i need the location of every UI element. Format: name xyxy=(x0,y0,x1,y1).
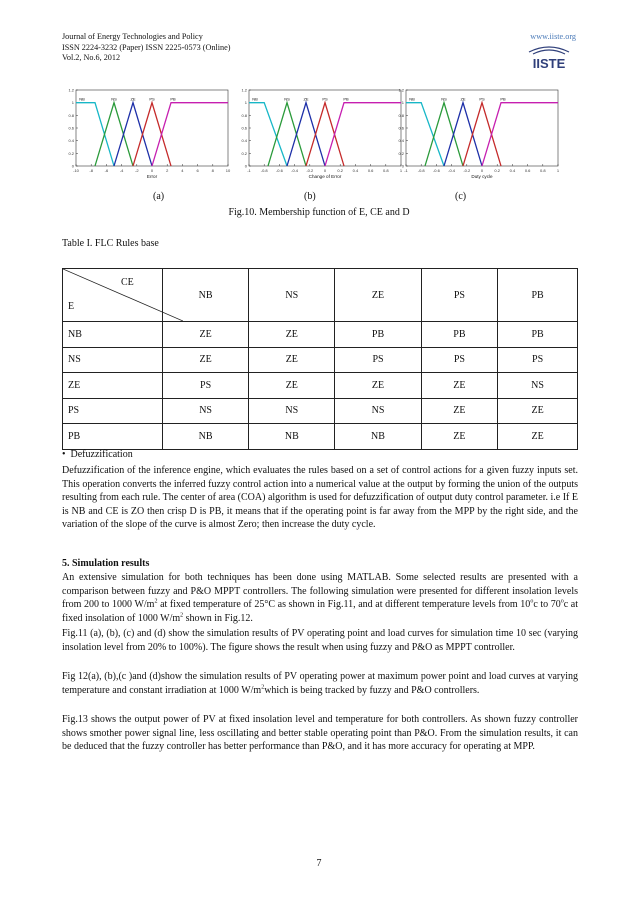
table-row xyxy=(63,373,578,399)
x-tick-label: -0.8 xyxy=(417,168,425,173)
bullet-text: Defuzzification xyxy=(70,449,133,460)
series-line-ns xyxy=(95,103,133,166)
y-tick-label: 0 xyxy=(244,163,247,169)
text-run: Fig 12(a), (b),(c )and (d)show the simulation results of PV operating power at maximum power point and load curves at varying temperature and constant irradiation at 1000 W/m xyxy=(62,671,578,696)
x-tick-label: 4 xyxy=(181,168,184,173)
x-tick-label: -0.6 xyxy=(275,168,283,173)
text-run: c to 70 xyxy=(533,599,561,611)
y-tick-label: 0.6 xyxy=(68,125,74,131)
x-tick-label: 0 xyxy=(150,168,154,173)
series-label-ns: NS xyxy=(284,96,290,102)
series-label-ps: PS xyxy=(149,96,155,102)
paragraph-simulation-intro xyxy=(62,571,578,625)
table-cell: NS xyxy=(249,398,335,424)
paragraph-defuzzification: Defuzzification of the inference engine, which evaluates the rules based on a set of control actions for a given fuzzy inputs set. This operation converts the inferred fuzzy control action into a numerical value at the output by forming the union of the outputs resulting from each rule. The center of area (COA) algorithm is used for defuzzification of output duty control parameter. i.e If E is NB and CE is ZO then crisp D is PB, it means that if the operating point is far away from the MPP by the right side, and the variation of the slope of the curve is almost Zero; then increase the duty cycle. xyxy=(62,465,578,531)
x-tick-label: 0.8 xyxy=(540,168,546,173)
y-tick-label: 0.2 xyxy=(398,150,404,156)
text-run: shown in Fig.12. xyxy=(183,612,253,624)
series-label-ze: ZE xyxy=(130,96,136,102)
x-tick-label: -4 xyxy=(119,168,124,173)
text-run: which is being tracked by fuzzy and P&O controllers. xyxy=(264,684,480,696)
corner-ce-label: CE xyxy=(121,277,134,288)
series-label-ze: ZE xyxy=(460,96,466,102)
series-label-ns: NS xyxy=(111,96,117,102)
series-line-pb xyxy=(152,103,228,166)
x-tick-label: 10 xyxy=(225,168,231,173)
x-tick-label: 0 xyxy=(480,168,484,173)
table-row xyxy=(63,424,578,450)
subfig-label-a: (a) xyxy=(153,191,165,202)
table-cell: PS xyxy=(498,347,578,373)
superscript: 2 xyxy=(180,612,184,619)
row-label: ZE xyxy=(63,373,163,399)
table-cell: ZE xyxy=(249,347,335,373)
table-cell: ZE xyxy=(498,398,578,424)
table-cell: ZE xyxy=(421,424,498,450)
table-cell: PB xyxy=(335,322,421,348)
y-tick-label: 0 xyxy=(401,163,404,169)
series-line-ps xyxy=(463,103,501,166)
text-run: An extensive simulation for both techniques has been done using MATLAB. Some selected results are presented with a comparison between fuzzy and P&O MPPT controllers. The following simulation were presented for different insolation levels from 200 to 1000 W/m xyxy=(62,572,578,611)
x-tick-label: -6 xyxy=(104,168,109,173)
page-number: 7 xyxy=(316,858,322,869)
table-cell: PB xyxy=(498,322,578,348)
series-line-ze xyxy=(287,103,325,166)
paragraph-fig13: Fig.13 shows the output power of PV at fixed insolation level and temperature for both controllers. As shown fuzzy controller shows smother power signal line, less oscillating and better stable operating point than P&O. From the simulation results, it can be deduced that the fuzzy controller has better performance than P&O, and it has more accuracy for operating at MPP. xyxy=(62,714,578,753)
y-tick-label: 0.8 xyxy=(398,112,404,118)
superscript: o xyxy=(560,598,564,605)
superscript: 2 xyxy=(154,598,158,605)
table-caption: Table I. FLC Rules base xyxy=(62,238,159,249)
table-corner-cell xyxy=(63,269,163,322)
table-header-row xyxy=(63,269,578,322)
series-line-nb xyxy=(76,103,114,166)
text-run: at fixed temperature of 25°C as shown in Fig.11, and at different temperature levels from 10 xyxy=(157,599,531,611)
x-tick-label: -0.4 xyxy=(291,168,299,173)
table-row xyxy=(63,398,578,424)
col-header: NB xyxy=(163,269,249,322)
y-tick-label: 1.2 xyxy=(398,87,404,93)
series-line-nb xyxy=(406,103,444,166)
y-tick-label: 1.2 xyxy=(68,87,74,93)
col-header: PB xyxy=(498,269,578,322)
y-tick-label: 0.2 xyxy=(241,150,247,156)
series-line-pb xyxy=(325,103,401,166)
table-cell: NS xyxy=(498,373,578,399)
section-title: 5. Simulation results xyxy=(62,558,150,569)
y-tick-label: 0.8 xyxy=(241,112,247,118)
membership-plots xyxy=(62,86,578,184)
y-tick-label: 1 xyxy=(71,100,74,106)
y-tick-label: 0.4 xyxy=(241,138,247,144)
x-tick-label: 1 xyxy=(399,168,403,173)
table-cell: ZE xyxy=(249,322,335,348)
x-tick-label: 0 xyxy=(323,168,327,173)
y-tick-label: 0.4 xyxy=(398,138,404,144)
y-tick-label: 1 xyxy=(401,100,404,106)
journal-header xyxy=(62,32,231,64)
table-cell: NS xyxy=(163,398,249,424)
x-tick-label: 1 xyxy=(556,168,560,173)
x-tick-label: -1 xyxy=(404,168,408,173)
x-axis-label: Error xyxy=(146,174,158,179)
row-label: NB xyxy=(63,322,163,348)
table-cell: ZE xyxy=(421,398,498,424)
x-tick-label: -8 xyxy=(89,168,93,173)
series-line-ps xyxy=(133,103,171,166)
x-tick-label: 8 xyxy=(211,168,214,173)
series-label-ze: ZE xyxy=(303,96,309,102)
y-tick-label: 0.8 xyxy=(68,112,74,118)
subfig-label-c: (c) xyxy=(455,191,467,202)
x-tick-label: 0.4 xyxy=(509,168,516,173)
corner-e-label: E xyxy=(68,301,75,312)
table-cell: PS xyxy=(163,373,249,399)
x-tick-label: -0.2 xyxy=(306,168,314,173)
series-line-ps xyxy=(306,103,344,166)
table-cell: NS xyxy=(335,398,421,424)
x-tick-label: -1 xyxy=(247,168,251,173)
journal-name: Journal of Energy Technologies and Policy xyxy=(62,32,203,41)
table-row xyxy=(63,322,578,348)
paragraph-fig11: Fig.11 (a), (b), (c) and (d) show the simulation results of PV operating point and load curves for simulation time 10 sec (varying insolation level from 20% to 100%). The figure shows the result when using fuzzy and P&O as MPPT controller. xyxy=(62,628,578,653)
table-cell: ZE xyxy=(163,347,249,373)
x-tick-label: 0.2 xyxy=(494,168,500,173)
y-tick-label: 0.2 xyxy=(68,150,74,156)
x-tick-label: -2 xyxy=(135,168,139,173)
journal-issn: ISSN 2224-3232 (Paper) ISSN 2225-0573 (Online) xyxy=(62,42,231,52)
text-run: c at fixed insolation of 1000 W/m xyxy=(62,599,579,624)
series-line-ns xyxy=(268,103,306,166)
x-axis-label: Change of Error xyxy=(308,174,342,179)
table-cell: PB xyxy=(421,322,498,348)
series-line-nb xyxy=(249,103,287,166)
x-tick-label: 0.2 xyxy=(337,168,343,173)
logo-text: IISTE xyxy=(532,56,566,70)
col-header: NS xyxy=(249,269,335,322)
y-tick-label: 0 xyxy=(71,163,74,169)
x-tick-label: 6 xyxy=(196,168,199,173)
plot-error xyxy=(62,86,232,184)
x-tick-label: 0.4 xyxy=(352,168,359,173)
y-tick-label: 0.4 xyxy=(68,138,74,144)
series-label-ps: PS xyxy=(479,96,485,102)
plot-change-of-error xyxy=(235,86,405,184)
col-header: ZE xyxy=(335,269,421,322)
table-cell: NB xyxy=(335,424,421,450)
x-tick-label: 2 xyxy=(166,168,169,173)
paragraph-fig12 xyxy=(62,670,578,697)
table-cell: ZE xyxy=(421,373,498,399)
bullet-dot-icon: • xyxy=(62,449,66,460)
plot-duty-cycle xyxy=(392,86,562,184)
x-tick-label: -0.8 xyxy=(260,168,268,173)
x-tick-label: -10 xyxy=(73,168,79,173)
col-header: PS xyxy=(421,269,498,322)
bullet-item xyxy=(62,449,133,460)
x-tick-label: 0.6 xyxy=(367,168,374,173)
journal-volume: Vol.2, No.6, 2012 xyxy=(62,53,121,62)
table-cell: PS xyxy=(335,347,421,373)
x-tick-label: -0.6 xyxy=(432,168,440,173)
series-label-ns: NS xyxy=(441,96,447,102)
series-label-nb: NB xyxy=(79,96,85,102)
series-line-pb xyxy=(482,103,558,166)
series-line-ze xyxy=(444,103,482,166)
series-label-ps: PS xyxy=(322,96,328,102)
y-tick-label: 1.2 xyxy=(241,87,247,93)
series-label-pb: PB xyxy=(343,96,349,102)
x-axis-label: Duty cycle xyxy=(471,174,493,179)
y-tick-label: 1 xyxy=(244,100,247,106)
x-tick-label: 0.8 xyxy=(383,168,389,173)
superscript: o xyxy=(530,598,534,605)
series-label-nb: NB xyxy=(252,96,258,102)
figure-caption: Fig.10. Membership function of E, CE and D xyxy=(228,207,410,218)
table-cell: ZE xyxy=(163,322,249,348)
row-label: PS xyxy=(63,398,163,424)
table-cell: NB xyxy=(163,424,249,450)
rules-table xyxy=(62,268,578,450)
table-cell: ZE xyxy=(249,373,335,399)
superscript: 2 xyxy=(261,684,265,691)
subfig-label-b: (b) xyxy=(304,191,316,202)
journal-url[interactable]: www.iiste.org xyxy=(530,32,576,41)
table-cell: NB xyxy=(249,424,335,450)
series-line-ns xyxy=(425,103,463,166)
row-label: PB xyxy=(63,424,163,450)
x-tick-label: -0.4 xyxy=(448,168,456,173)
table-cell: ZE xyxy=(335,373,421,399)
series-label-pb: PB xyxy=(170,96,176,102)
table-row xyxy=(63,347,578,373)
x-tick-label: 0.6 xyxy=(524,168,531,173)
table-cell: ZE xyxy=(498,424,578,450)
table-cell: PS xyxy=(421,347,498,373)
x-tick-label: -0.2 xyxy=(463,168,471,173)
iiste-logo xyxy=(521,44,577,70)
y-tick-label: 0.6 xyxy=(398,125,404,131)
series-label-pb: PB xyxy=(500,96,506,102)
row-label: NS xyxy=(63,347,163,373)
series-label-nb: NB xyxy=(409,96,415,102)
series-line-ze xyxy=(114,103,152,166)
y-tick-label: 0.6 xyxy=(241,125,247,131)
